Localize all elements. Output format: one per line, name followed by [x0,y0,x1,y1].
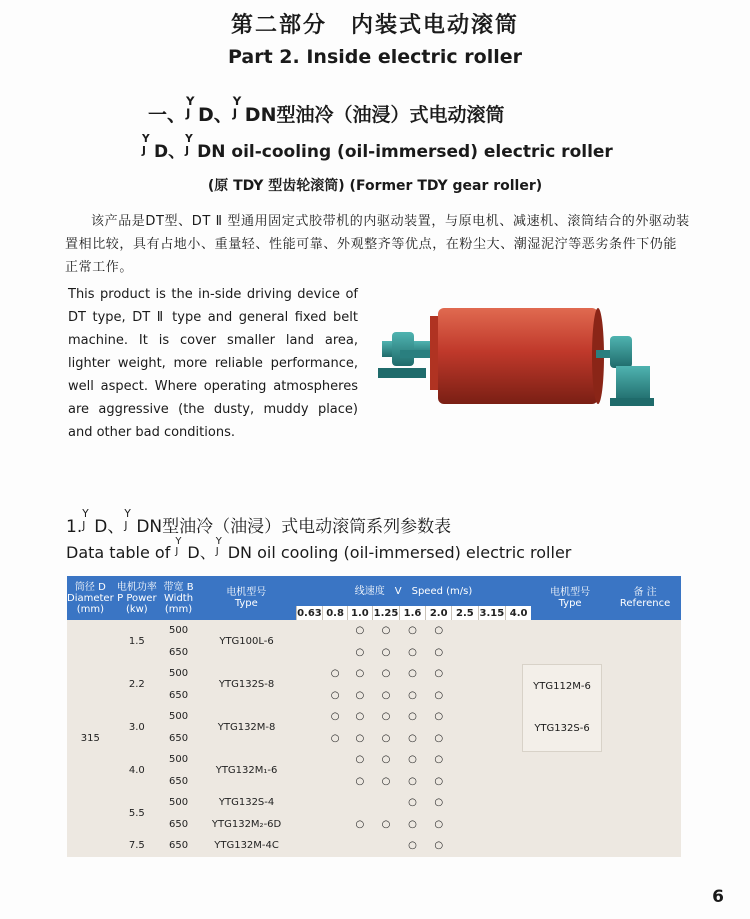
width-cell: 500 [160,706,197,728]
mark: ○ [373,771,400,793]
width-cell: 650 [160,814,197,836]
motor-type-1: YTG112M-6 [533,681,591,692]
motor-cell: YTG132M-8 [197,706,296,749]
section-heading-cn: 一、 Y J D、 Y J DN型油冷（油浸）式电动滚筒 [148,93,505,126]
mark: ○ [373,685,400,707]
mark: ○ [426,814,452,836]
mark: ○ [399,728,425,750]
speed-header: 3.15 [479,607,505,619]
roller-image [378,294,658,418]
mark: ○ [399,835,425,857]
motor-type-2: YTG132S-6 [534,723,590,734]
mark: ○ [426,792,452,814]
mark: ○ [426,728,452,750]
mark: ○ [426,835,452,857]
mark: ○ [426,685,452,707]
mark: ○ [399,771,425,793]
mark: ○ [323,663,347,685]
title-cn: 第二部分 内装式电动滚筒 [230,13,519,38]
speed-header: 1.0 [347,606,372,620]
mark: ○ [323,728,347,750]
description-en: This product is the in-side driving device of DT type, DT Ⅱ type and general fixed belt machine. It is cover smaller land area, lighter weight, more reliable performance, well aspect. Where operating atmospheres are aggressive (the dusty, muddy place) and other bad conditions. [68,287,358,440]
mark: ○ [347,749,372,771]
width-cell: 650 [160,642,197,664]
mark: ○ [347,685,372,707]
mark: ○ [373,642,400,664]
motor-cell: YTG132S-8 [197,663,296,706]
motor-cell: YTG132M₂-6D [197,814,296,836]
width-cell: 500 [160,663,197,685]
mark: ○ [347,814,372,836]
power-cell: 3.0 [114,706,160,749]
mark: ○ [323,685,347,707]
speed-header: 0.8 [323,606,347,620]
mark: ○ [373,706,400,728]
header-power: 电机功率 P Power (kw) [114,576,160,620]
page-number: 6 [712,887,724,907]
header-motor: 电机型号 Type [197,576,296,620]
power-cell: 4.0 [114,749,160,792]
mark: ○ [426,642,452,664]
width-cell: 650 [160,771,197,793]
header-width: 带宽 B Width (mm) [160,576,197,620]
width-cell: 500 [160,620,197,642]
speed-header: 1.25 [373,607,399,619]
mark: ○ [347,728,372,750]
power-cell: 1.5 [114,620,160,663]
width-cell: 650 [160,835,197,857]
mark: ○ [399,685,425,707]
mark: ○ [399,620,425,642]
mark: ○ [426,706,452,728]
section-heading-en: Y J D、 Y J DN oil-cooling (oil-immersed) electric roller [142,133,613,162]
title-en: Part 2. Inside electric roller [228,46,522,68]
power-cell: 5.5 [114,792,160,835]
speed-header: 0.63 [297,607,322,619]
mark: ○ [373,814,400,836]
motor-cell: YTG132S-4 [197,792,296,814]
mark: ○ [373,620,400,642]
header-diameter: 筒径 D Diameter (mm) [67,576,114,620]
width-cell: 650 [160,685,197,707]
motor-cell: YTG132M-4C [197,835,296,857]
speed-header: 4.0 [506,606,531,620]
mark: ○ [399,706,425,728]
mark: ○ [426,620,452,642]
mark: ○ [373,749,400,771]
diameter-cell: 315 [67,620,114,857]
width-cell: 650 [160,728,197,750]
mark: ○ [399,792,425,814]
motor-cell: YTG100L-6 [197,620,296,663]
data-table-title-en: Data table of Y J D、 Y J DN oil cooling (oil-immersed) electric roller [66,535,572,562]
mark: ○ [323,706,347,728]
speed-header: 2.5 [452,606,478,620]
header-speed: 线速度 V Speed (m/s) [296,576,531,606]
mark: ○ [347,771,372,793]
mark: ○ [399,642,425,664]
mark: ○ [399,663,425,685]
data-table-title-cn: 1. Y J D、 Y J DN型油冷（油浸）式电动滚筒系列参数表 [66,508,452,537]
header-reference: 备 注 Reference [609,576,681,620]
power-cell: 7.5 [114,835,160,857]
speed-header: 1.6 [399,606,425,620]
width-cell: 500 [160,749,197,771]
mark: ○ [426,771,452,793]
description-cn: 该产品是DT型、DT Ⅱ 型通用固定式胶带机的内驱动装置，与原电机、减速机、滚筒结合的外驱动装置相比较，具有占地小、重量轻、性能可靠、外观整齐等优点，在粉尘大、潮湿泥泞等恶劣条件下仍能正常工作。 [65,214,690,275]
motor-cell: YTG132M₁-6 [197,749,296,792]
mark: ○ [399,814,425,836]
mark: ○ [373,728,400,750]
former-name: (原 TDY 型齿轮滚筒) (Former TDY gear roller) [207,178,543,194]
mark: ○ [426,663,452,685]
width-cell: 500 [160,792,197,814]
mark: ○ [347,642,372,664]
table-row [67,620,681,642]
mark: ○ [347,663,372,685]
mark: ○ [347,620,372,642]
mark: ○ [347,706,372,728]
speed-header: 2.0 [426,606,452,620]
power-cell: 2.2 [114,663,160,706]
header-motor-type: 电机型号 Type [531,576,609,620]
mark: ○ [399,749,425,771]
mark: ○ [373,663,400,685]
motor-type-box [522,664,602,752]
mark: ○ [426,749,452,771]
